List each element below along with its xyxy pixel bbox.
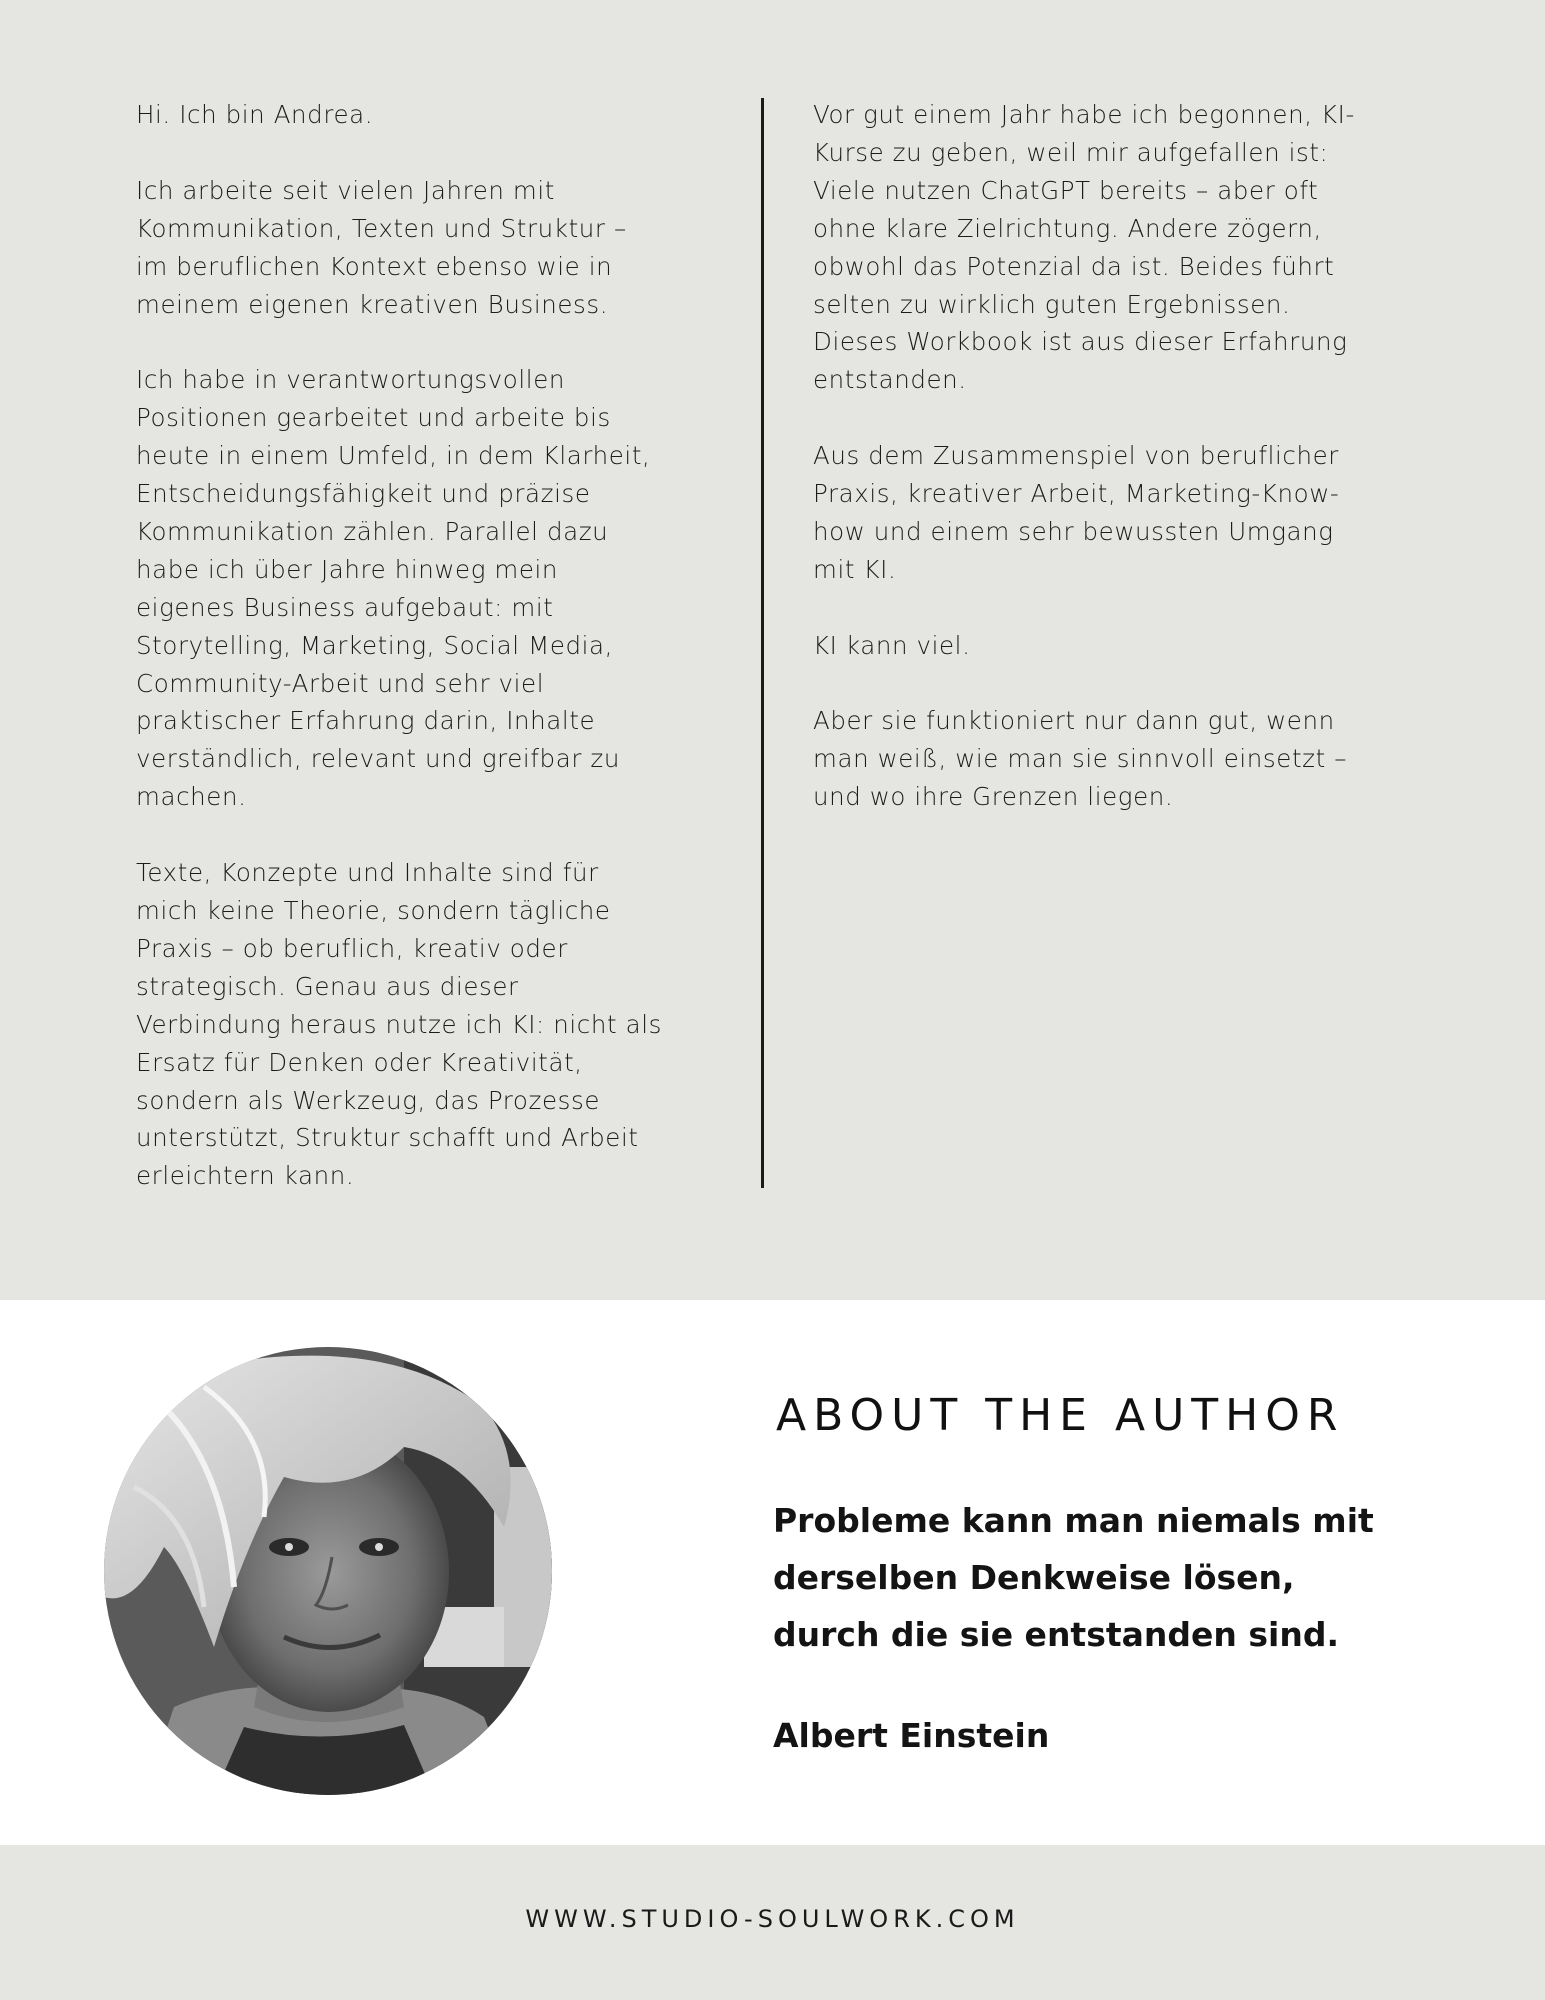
portrait-photo bbox=[104, 1347, 552, 1795]
einstein-quote: Probleme kann man niemals mit derselben Denkweise lösen, durch die sie entstanden sind. bbox=[773, 1501, 1374, 1654]
right-text-column bbox=[813, 96, 1423, 854]
intro-paragraph: Hi. Ich bin Andrea. bbox=[136, 100, 374, 129]
author-portrait bbox=[104, 1347, 552, 1795]
intro-paragraph: Texte, Konzepte und Inhalte sind für mich keine Theorie, sondern tägliche Praxis – ob beruflich, kreativ oder strategisch. Genau aus dieser Verbindung heraus nutze ich KI: nicht als Ersatz für Denken oder Kreativität, sondern als Werkzeug, das Prozesse unterstützt, Struktur schafft und Arbeit erleichtern kann. bbox=[136, 858, 662, 1191]
intro-paragraph: Ich arbeite seit vielen Jahren mit Kommunikation, Texten und Struktur – im beruflichen Kontext ebenso wie in meinem eigenen kreativen Business. bbox=[136, 175, 627, 319]
column-divider bbox=[761, 98, 764, 1188]
intro-paragraph: KI kann viel. bbox=[813, 630, 971, 660]
intro-paragraph: Ich habe in verantwortungsvollen Positionen gearbeitet und arbeite bis heute in einem Umfeld, in dem Klarheit, Entscheidungsfähigkeit und präzise Kommunikation zählen. Parallel dazu habe ich über Jahre hinweg mein eigenes Business aufgebaut: mit Storytelling, Marketing, Social Media, Community-Arbeit und sehr viel praktischer Erfahrung darin, Inhalte verständlich, relevant und greifbar zu machen. bbox=[136, 365, 651, 812]
page-footer bbox=[0, 1845, 1545, 2000]
about-author-heading: ABOUT THE AUTHOR bbox=[776, 1390, 1345, 1441]
about-author-section bbox=[0, 1300, 1545, 1845]
intro-paragraph: Aber sie funktioniert nur dann gut, wenn man weiß, wie man sie sinnvoll einsetzt – und wo ihre Grenzen liegen. bbox=[813, 706, 1348, 812]
intro-paragraph: Vor gut einem Jahr habe ich begonnen, KI- Kurse zu geben, weil mir aufgefallen ist: Viele nutzen ChatGPT bereits – aber oft ohne klare Zielrichtung. Andere zögern, obwohl das Potenzial da ist. Beides führt selten zu wirklich guten Ergebnissen. Dieses Workbook ist aus dieser Erfahrung entstanden. bbox=[813, 100, 1355, 395]
quote-attribution: Albert Einstein bbox=[773, 1716, 1050, 1755]
website-url[interactable]: WWW.STUDIO-SOULWORK.COM bbox=[525, 1905, 1020, 1933]
left-text-column bbox=[136, 96, 716, 1233]
intro-paragraph: Aus dem Zusammenspiel von beruflicher Praxis, kreativer Arbeit, Marketing-Know- how und einem sehr bewussten Umgang mit KI. bbox=[813, 441, 1340, 584]
